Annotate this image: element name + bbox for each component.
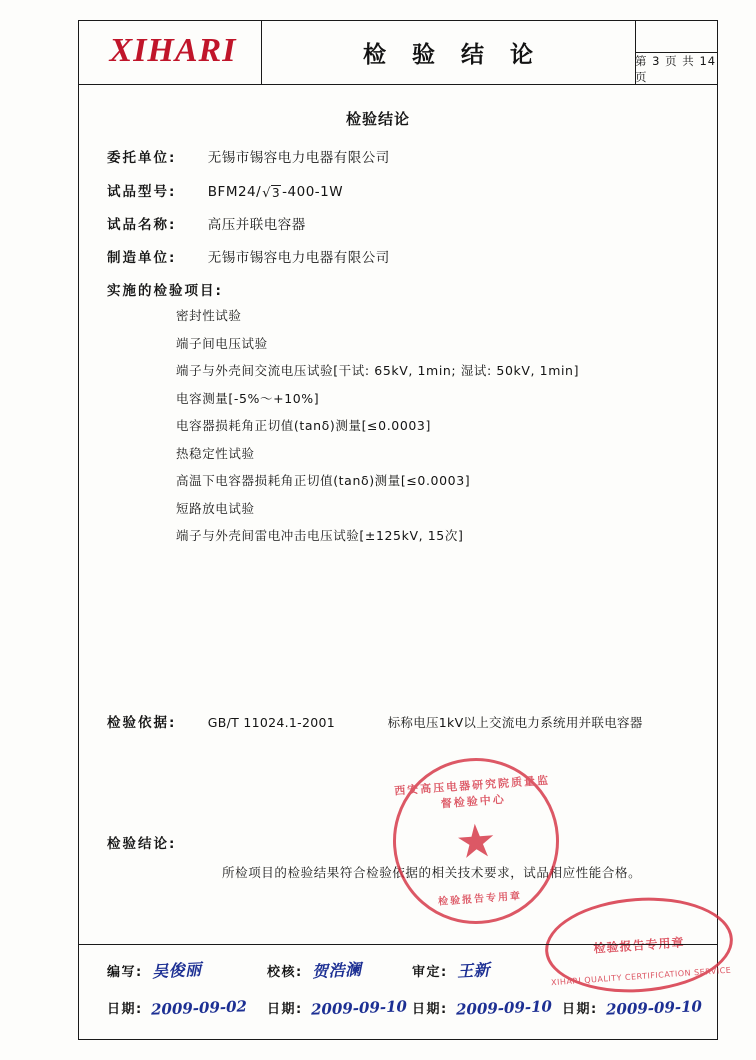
- page-number: 第 3 页 共 14 页: [635, 53, 717, 84]
- signature-writer-name: 吴俊丽: [151, 959, 202, 982]
- field-sample-name-label: 试品名称:: [107, 217, 177, 233]
- list-item: 高温下电容器损耗角正切值(tanδ)测量[≤0.0003]: [176, 473, 471, 488]
- radicand: 3: [272, 186, 281, 200]
- list-item: 端子与外壳间交流电压试验[干试: 65kV, 1min; 湿试: 50kV, 1min]: [176, 363, 580, 378]
- sqrt-three-radical: √3: [262, 186, 281, 201]
- section-title: 检验结论: [345, 110, 410, 128]
- field-sample-name: [107, 213, 306, 233]
- field-model-label: 试品型号:: [107, 184, 177, 200]
- field-model: [107, 180, 343, 201]
- field-manufacturer-label: 制造单位:: [107, 250, 177, 266]
- document-header: [78, 20, 718, 85]
- date-checker-value: 2009-09-10: [310, 997, 408, 1019]
- signature-checker-label: 校核:: [267, 965, 303, 980]
- field-manufacturer: [107, 246, 390, 266]
- inspection-basis-code: GB/T 11024.1-2001: [207, 715, 335, 730]
- signature-checker: [267, 958, 361, 981]
- date-issuer-value: 2009-09-10: [605, 997, 703, 1019]
- list-item: 短路放电试验: [176, 500, 255, 516]
- inspection-basis-label: 检验依据:: [107, 715, 177, 731]
- field-model-prefix: BFM24/: [207, 184, 262, 200]
- list-item: 电容测量[-5%～+10%]: [176, 390, 320, 406]
- signature-approver-label: 审定:: [412, 965, 448, 980]
- field-sample-name-value: 高压并联电容器: [207, 217, 306, 233]
- list-item: 密封性试验: [176, 308, 242, 323]
- date-writer-label: 日期:: [107, 1002, 143, 1017]
- signature-checker-name: 贺浩澜: [311, 959, 362, 982]
- list-item: 电容器损耗角正切值(tanδ)测量[≤0.0003]: [176, 418, 431, 433]
- oval-stamp-subtext: XIHARI QUALITY CERTIFICATION SERVICE: [550, 965, 732, 988]
- signature-approver-name: 王新: [456, 960, 491, 981]
- items-heading: 实施的检验项目:: [107, 283, 223, 299]
- inspection-basis-description: 标称电压1kV以上交流电力系统用并联电容器: [387, 715, 643, 730]
- list-item: 端子与外壳间雷电冲击电压试验[±125kV, 15次]: [176, 528, 464, 543]
- oval-stamp-text: 检验报告专用章: [593, 935, 685, 956]
- test-item-list: [176, 302, 646, 550]
- list-item: 端子间电压试验: [176, 335, 268, 351]
- date-approver-label: 日期:: [412, 1002, 448, 1017]
- field-client-value: 无锡市锡容电力电器有限公司: [207, 150, 390, 166]
- field-client-label: 委托单位:: [107, 150, 177, 166]
- signature-approver: [412, 958, 490, 981]
- xihari-logo: XIHARI: [109, 32, 237, 69]
- date-writer-value: 2009-09-02: [150, 997, 248, 1019]
- stamp-top-text: 西安高压电器研究院质量监督检验中心: [393, 773, 551, 811]
- signature-writer: [107, 958, 201, 981]
- document-title: 检 验 结 论: [362, 42, 543, 68]
- field-manufacturer-value: 无锡市锡容电力电器有限公司: [207, 250, 390, 266]
- stamp-bottom-text: 检验报告专用章: [437, 890, 523, 908]
- list-item: 热稳定性试验: [176, 445, 255, 461]
- inspection-basis-row: [107, 711, 667, 731]
- date-checker: [267, 998, 407, 1017]
- date-issuer: [562, 998, 702, 1017]
- date-writer: [107, 998, 247, 1017]
- field-model-suffix: -400-1W: [282, 184, 344, 200]
- field-client: [107, 146, 390, 166]
- date-approver-value: 2009-09-10: [455, 997, 553, 1019]
- date-issuer-label: 日期:: [562, 1002, 598, 1017]
- conclusion-label: 检验结论:: [107, 836, 177, 852]
- conclusion-text: 所检项目的检验结果符合检验依据的相关技术要求，试品相应性能合格。: [222, 865, 642, 880]
- date-approver: [412, 998, 552, 1017]
- date-checker-label: 日期:: [267, 1002, 303, 1017]
- signature-writer-label: 编写:: [107, 965, 143, 980]
- footer-divider: [78, 944, 718, 945]
- star-icon: ★: [453, 812, 499, 870]
